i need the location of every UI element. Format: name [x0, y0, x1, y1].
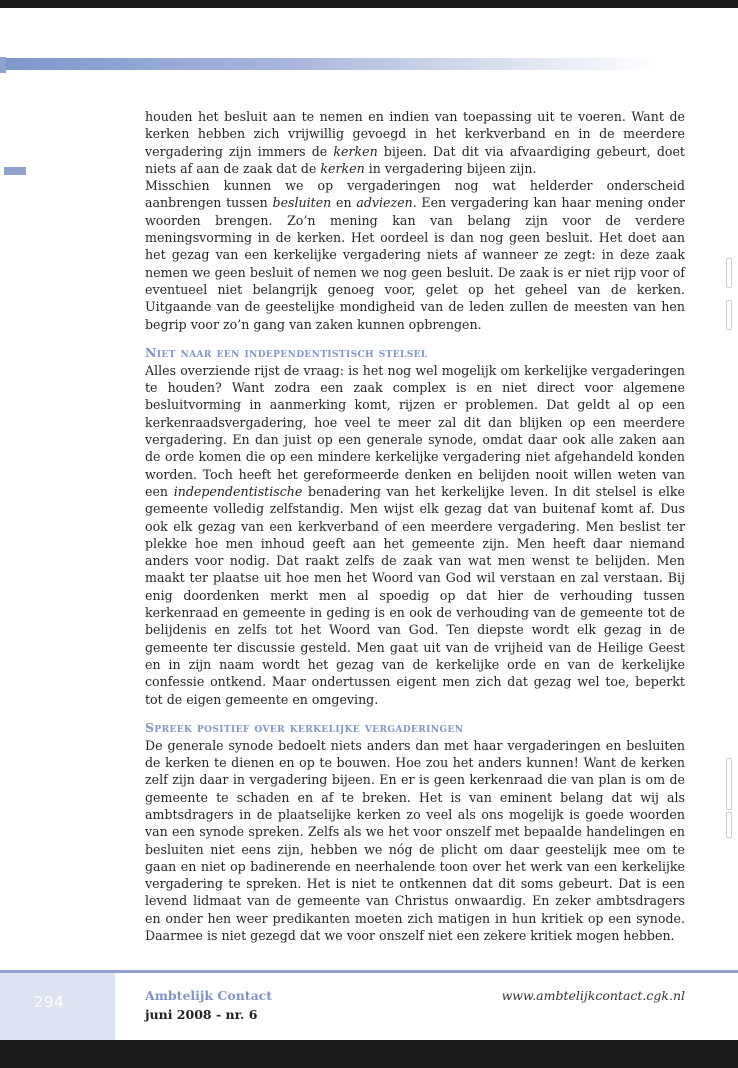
binding-mark	[726, 812, 732, 838]
header-color-bar	[0, 58, 660, 70]
scan-bottom-border	[0, 1040, 738, 1068]
article-body	[145, 108, 685, 944]
binding-mark	[726, 758, 732, 810]
paragraph-intro-2: Misschien kunnen we op vergaderingen nog wat helderder onderscheid aanbrengen tussen besluiten en adviezen. Een vergadering kan haar mening onder woorden brengen. Zo’n mening kan van belang zijn voor de verdere meningsvorming in de kerken. Het oordeel is dan nog geen besluit. Het doet aan het gezag van een kerkelijke vergadering niets af wanneer ze zegt: in deze zaak nemen we geen besluit of nemen we nog geen besluit. De zaak is er niet rijp voor of eventueel niet belangrijk genoeg voor, gelet op het geheel van de kerken. Uitgaande van de geestelijke mondigheid van de leden zullen de meesten van hen begrip voor zo’n gang van zaken kunnen opbrengen.	[145, 178, 685, 332]
section-heading: Niet naar een independentistisch stelsel	[145, 344, 428, 360]
header-tab-marker	[0, 57, 6, 73]
issue-info: juni 2008 - nr. 6	[145, 1007, 258, 1022]
journal-title: Ambtelijk Contact	[145, 988, 273, 1003]
paragraph-intro-1: houden het besluit aan te nemen en indien van toepassing uit te voeren. Want de kerken hebben zich vrijwillig gevoegd in het kerkverband en in de meerdere vergadering zijn immers de kerken bijeen. Dat dit via afvaardiging gebeurt, doet niets af aan de zaak dat de kerken in vergadering bijeen zijn.	[145, 109, 685, 176]
page-number: 294	[33, 993, 65, 1011]
paragraph-section-1: Alles overziende rijst de vraag: is het nog wel mogelijk om kerkelijke vergaderingen te houden? Want zodra een zaak complex is en niet direct voor algemene besluitvorming in aanmerking komt, rijzen er problemen. Dat geldt al op een kerkenraadsvergadering, hoe veel te meer zal dit dan blijken op een meerdere vergadering. En dan juist op een generale synode, omdat daar ook alle zaken aan de orde komen die op een mindere kerkelijke vergadering niet afgehandeld konden worden. Toch heeft het gereformeerde denken en belijden nooit willen weten van een independentistische benadering van het kerkelijke leven. In dit stelsel is elke gemeente volledig zelfstandig. Men wijst elk gezag dat van buitenaf komt af. Dus ook elk gezag van een kerkverband of een meerdere vergadering. Men beslist ter plekke hoe men inhoud geeft aan het gemeente zijn. Men heeft daar niemand anders voor nodig. Dat raakt zelfs de zaak van wat men wenst te belijden. Men maakt ter plaatse uit hoe men het Woord van God wil verstaan en zal verstaan. Bij enig doordenken merkt men al spoedig op dat hier de verhouding tussen kerkenraad en gemeente in geding is en ook de verhouding van de gemeente tot de belijdenis en zelfs tot het Woord van God. Ten diepste wordt elk gezag in de gemeente ter discussie gesteld. Men gaat uit van de vrijheid van de Heilige Geest en in zijn naam wordt het gezag van de kerkelijke orde en van de kerkelijke confessie ontkend. Maar ondertussen eigent men zich dat gezag wel toe, beperkt tot de eigen gemeente en omgeving.	[145, 362, 685, 707]
binding-mark	[726, 258, 732, 288]
website-url: www.ambtelijkcontact.cgk.nl	[501, 988, 685, 1003]
margin-marker	[4, 167, 26, 175]
section-heading: Spreek positief over kerkelijke vergaderingen	[145, 719, 464, 735]
binding-mark	[726, 300, 732, 330]
paragraph-section-2: De generale synode bedoelt niets anders dan met haar vergaderingen en besluiten de kerken te dienen en op te bouwen. Hoe zou het anders kunnen! Want de kerken zelf zijn daar in vergadering bijeen. En er is geen kerkenraad die van plan is om de gemeente te schaden en af te breken. Het is van eminent belang dat wij als ambtsdragers in de plaatselijke kerken zo veel als ons mogelijk is goede woorden van een synode spreken. Zelfs als we het voor onszelf met bepaalde handelingen en besluiten niet eens zijn, hebben we nóg de plicht om daar geestelijk mee om te gaan en niet op badinerende en neerhalende toon over het werk van een kerkelijke vergadering te spreken. Het is niet te ontkennen dat dit soms gebeurt. Dat is een levend lidmaat van de gemeente van Christus onwaardig. En zeker ambtsdragers en onder hen weer predikanten moeten zich matigen in hun kritiek op een synode. Daarmee is niet gezegd dat we voor onszelf niet een zekere kritiek mogen hebben.	[145, 737, 685, 944]
scan-top-border	[0, 0, 738, 8]
